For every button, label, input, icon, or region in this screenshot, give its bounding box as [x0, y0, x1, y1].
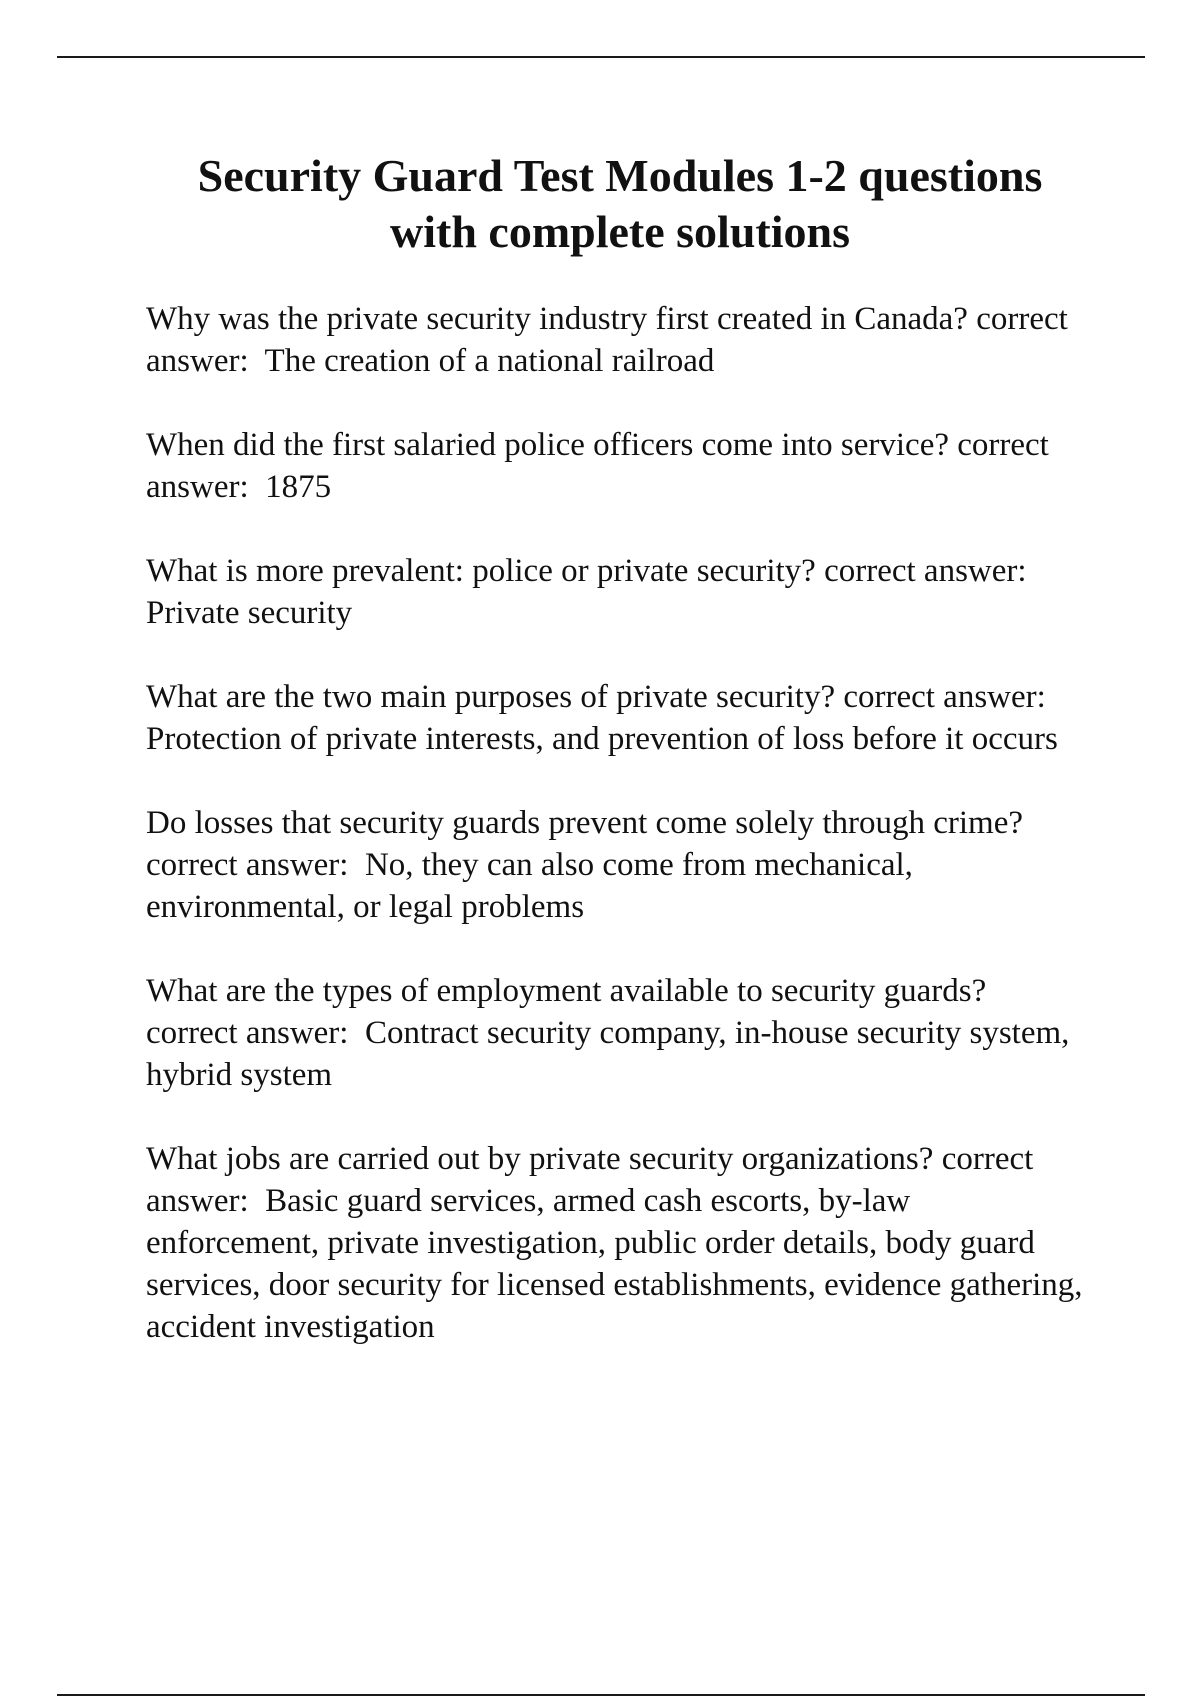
answer-text: No, they can also come from mechanical, environmental, or legal problems	[146, 847, 913, 925]
answer-prefix: correct answer:	[146, 1141, 1034, 1219]
qa-item	[146, 676, 1086, 760]
qa-item	[146, 298, 1086, 382]
bottom-divider	[57, 1694, 1145, 1696]
qa-item	[146, 970, 1086, 1096]
answer-text: The creation of a national railroad	[264, 343, 715, 379]
answer-prefix: correct answer:	[824, 553, 1027, 589]
answer-prefix: correct answer:	[146, 847, 349, 883]
document-title	[100, 148, 1140, 260]
qa-item	[146, 550, 1086, 634]
qa-item	[146, 1138, 1086, 1348]
question-text: When did the first salaried police officers come into service?	[146, 427, 949, 463]
question-text: Why was the private security industry first created in Canada?	[146, 301, 968, 337]
question-text: What are the two main purposes of private security?	[146, 679, 836, 715]
title-line-2: with complete solutions	[390, 206, 850, 257]
question-text: What jobs are carried out by private security organizations?	[146, 1141, 934, 1177]
answer-text: Private security	[146, 595, 353, 631]
top-divider	[57, 56, 1145, 58]
qa-item	[146, 802, 1086, 928]
qa-item	[146, 424, 1086, 508]
qa-list	[146, 298, 1086, 1390]
answer-prefix: correct answer:	[843, 679, 1046, 715]
title-line-1: Security Guard Test Modules 1-2 questions	[197, 150, 1043, 201]
answer-text: Contract security company, in-house security system, hybrid system	[146, 1015, 1070, 1093]
answer-text: Basic guard services, armed cash escorts, by-law enforcement, private investigation, public order details, body guard services, door security for licensed establishments, evidence gathering, accident investigation	[146, 1183, 1083, 1345]
answer-text: Protection of private interests, and prevention of loss before it occurs	[146, 721, 1058, 757]
question-text: What is more prevalent: police or private security?	[146, 553, 816, 589]
answer-text: 1875	[265, 469, 332, 505]
answer-prefix: correct answer:	[146, 301, 1068, 379]
answer-prefix: correct answer:	[146, 1015, 349, 1051]
question-text: What are the types of employment available to security guards?	[146, 973, 987, 1009]
question-text: Do losses that security guards prevent come solely through crime?	[146, 805, 1024, 841]
answer-prefix: correct answer:	[146, 427, 1049, 505]
